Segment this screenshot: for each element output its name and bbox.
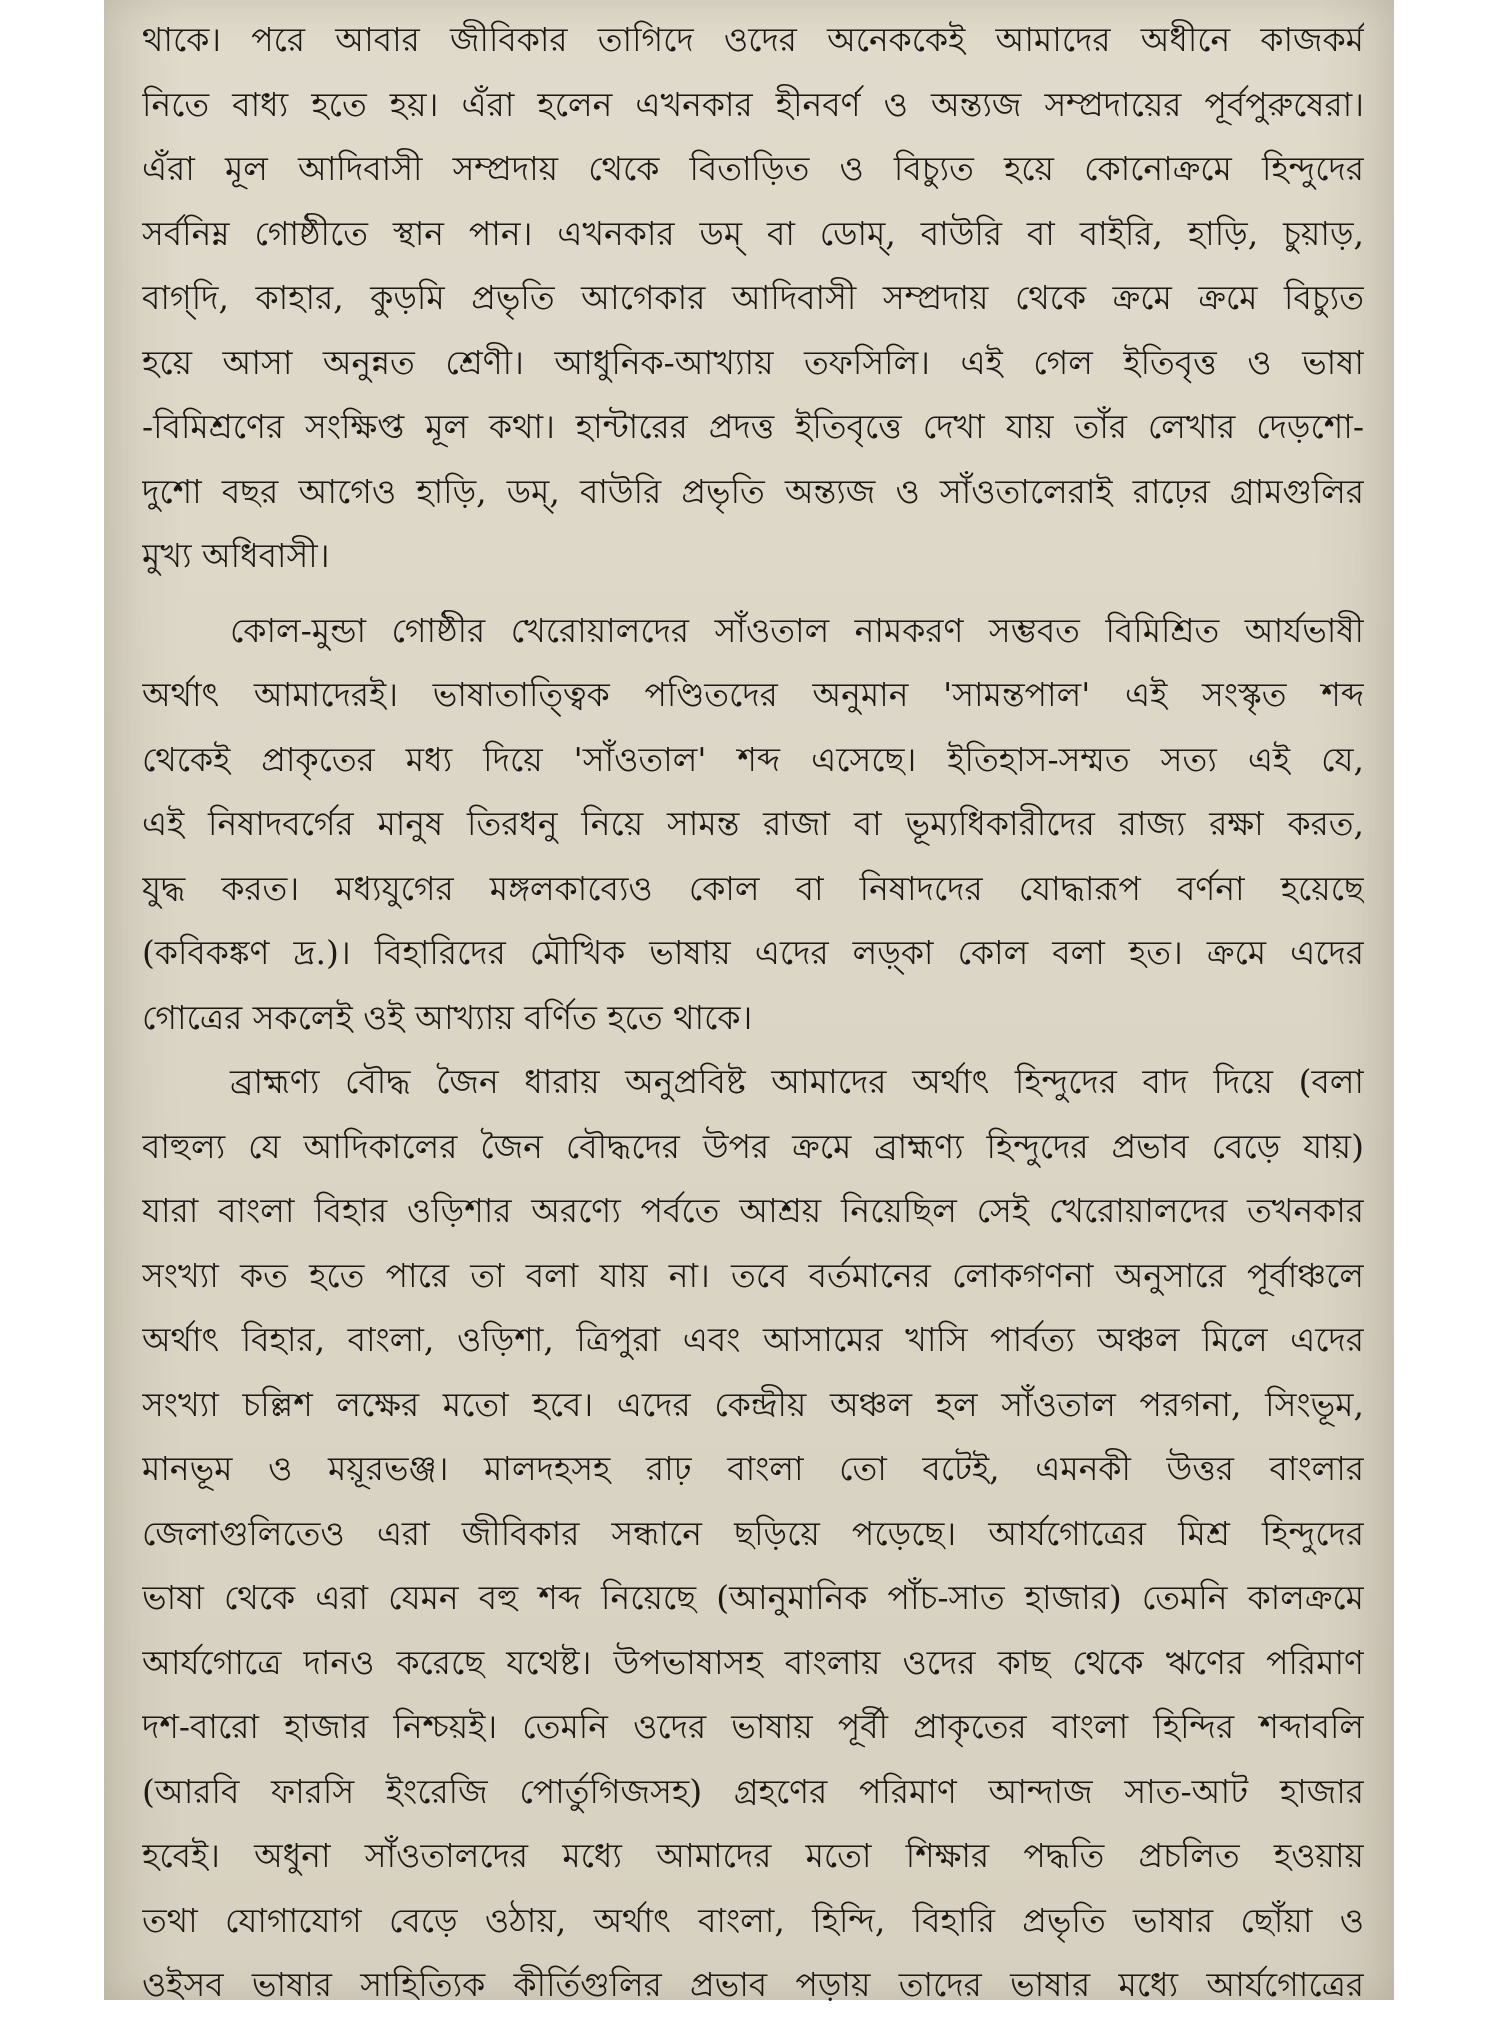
text-line: হয়ে আসা অনুন্নত শ্রেণী। আধুনিক-আখ্যায় তফসিলি। এই গেল ইতিবৃত্ত ও ভাষা <box>142 342 1364 382</box>
text-line: থাকে। পরে আবার জীবিকার তাগিদে ওদের অনেককেই আমাদের অধীনে কাজকর্ম <box>142 20 1364 59</box>
text-line: অর্থাৎ বিহার, বাংলা, ওড়িশা, ত্রিপুরা এবং আসামের খাসি পার্বত্য অঞ্চল মিলে এদের <box>142 1320 1364 1359</box>
text-line: সংখ্যা চল্লিশ লক্ষের মতো হবে। এদের কেন্দ্রীয় অঞ্চল হল সাঁওতাল পরগনা, সিংভূম, <box>142 1384 1364 1424</box>
text-line: ব্রাহ্মণ্য বৌদ্ধ জৈন ধারায় অনুপ্রবিষ্ট আমাদের অর্থাৎ হিন্দুদের বাদ দিয়ে (বলা <box>230 1062 1364 1101</box>
document-body <box>142 8 1364 2018</box>
text-line: থেকেই প্রাকৃতের মধ্য দিয়ে 'সাঁওতাল' শব্দ এসেছে। ইতিহাস-সম্মত সত্য এই যে, <box>142 739 1364 779</box>
text-line: যুদ্ধ করত। মধ্যযুগের মঙ্গলকাব্যেও কোল বা নিষাদদের যোদ্ধারূপ বর্ণনা হয়েছে <box>142 868 1364 908</box>
paragraph-2 <box>142 599 1364 1051</box>
text-line: আর্যগোত্রে দানও করেছে যথেষ্ট। উপভাষাসহ বাংলায় ওদের কাছ থেকে ঋণের পরিমাণ <box>142 1642 1364 1682</box>
text-line: হবেই। অধুনা সাঁওতালদের মধ্যে আমাদের মতো শিক্ষার পদ্ধতি প্রচলিত হওয়ায় <box>142 1836 1364 1875</box>
text-line: তথা যোগাযোগ বেড়ে ওঠায়, অর্থাৎ বাংলা, হিন্দি, বিহারি প্রভৃতি ভাষার ছোঁয়া ও <box>142 1900 1364 1940</box>
text-line: এঁরা মূল আদিবাসী সম্প্রদায় থেকে বিতাড়িত ও বিচ্যুত হয়ে কোনোক্রমে হিন্দুদের <box>142 149 1364 188</box>
text-line: এই নিষাদবর্গের মানুষ তিরধনু নিয়ে সামন্ত রাজা বা ভূম্যধিকারীদের রাজ্য রক্ষা করত, <box>142 804 1364 843</box>
text-line: গোত্রের সকলেই ওই আখ্যায় বর্ণিত হতে থাকে। <box>142 997 753 1037</box>
text-line: যারা বাংলা বিহার ওড়িশার অরণ্যে পর্বতে আশ্রয় নিয়েছিল সেই খেরোয়ালদের তখনকার <box>142 1191 1364 1230</box>
text-line: জেলাগুলিতেও এরা জীবিকার সন্ধানে ছড়িয়ে পড়েছে। আর্যগোত্রের মিশ্র হিন্দুদের <box>142 1513 1364 1553</box>
text-line: অর্থাৎ আমাদেরই। ভাষাতাত্ত্বিক পণ্ডিতদের অনুমান 'সামন্তপাল' এই সংস্কৃত শব্দ <box>142 675 1364 714</box>
text-line: মুখ্য অধিবাসী। <box>142 536 330 575</box>
text-line: মানভূম ও ময়ূরভঞ্জ। মালদহসহ রাঢ় বাংলা তো বটেই, এমনকী উত্তর বাংলার <box>142 1449 1364 1488</box>
paragraph-1 <box>142 8 1364 589</box>
text-line: নিতে বাধ্য হতে হয়। এঁরা হলেন এখনকার হীনবর্ণ ও অন্ত্যজ সম্প্রদায়ের পূর্বপুরুষেরা। <box>142 84 1364 124</box>
text-line: দশ-বারো হাজার নিশ্চয়ই। তেমনি ওদের ভাষায় পূর্বী প্রাকৃতের বাংলা হিন্দির শব্দাবলি <box>142 1707 1364 1746</box>
text-line: -বিমিশ্রণের সংক্ষিপ্ত মূল কথা। হান্টারের প্রদত্ত ইতিবৃত্তে দেখা যায় তাঁর লেখার দেড়শো- <box>142 407 1364 446</box>
text-line: (কবিকঙ্কণ দ্র.)। বিহারিদের মৌখিক ভাষায় এদের লড়্‌কা কোল বলা হত। ক্রমে এদের <box>142 933 1364 972</box>
text-line: কোল-মুন্ডা গোষ্ঠীর খেরোয়ালদের সাঁওতাল নামকরণ সম্ভবত বিমিশ্রিত আর্যভাষী <box>230 610 1364 650</box>
text-line: ভাষা থেকে এরা যেমন বহু শব্দ নিয়েছে (আনুমানিক পাঁচ-সাত হাজার) তেমনি কালক্রমে <box>142 1578 1364 1617</box>
text-line: দুশো বছর আগেও হাড়ি, ডম্, বাউরি প্রভৃতি অন্ত্যজ ও সাঁওতালেরাই রাঢ়ের গ্রামগুলির <box>142 471 1364 511</box>
text-line: সংখ্যা কত হতে পারে তা বলা যায় না। তবে বর্তমানের লোকগণনা অনুসারে পূর্বাঞ্চলে <box>142 1255 1364 1295</box>
text-line: (আরবি ফারসি ইংরেজি পোর্তুগিজসহ) গ্রহণের পরিমাণ আন্দাজ সাত-আট হাজার <box>142 1771 1364 1811</box>
text-line: ওইসব ভাষার সাহিত্যিক কীর্তিগুলির প্রভাব পড়ায় তাদের ভাষার মধ্যে আর্যগোত্রের <box>142 1965 1364 2004</box>
paragraph-3 <box>142 1050 1364 2018</box>
text-line: সর্বনিম্ন গোষ্ঠীতে স্থান পান। এখনকার ডম্ বা ডোম্, বাউরি বা বাইরি, হাড়ি, চুয়াড়, <box>142 213 1364 253</box>
text-line: বাগ্‌দি, কাহার, কুড়মি প্রভৃতি আগেকার আদিবাসী সম্প্রদায় থেকে ক্রমে ক্রমে বিচ্যুত <box>142 278 1364 317</box>
text-line: বাহুল্য যে আদিকালের জৈন বৌদ্ধদের উপর ক্রমে ব্রাহ্মণ্য হিন্দুদের প্রভাব বেড়ে যায়) <box>142 1126 1364 1166</box>
